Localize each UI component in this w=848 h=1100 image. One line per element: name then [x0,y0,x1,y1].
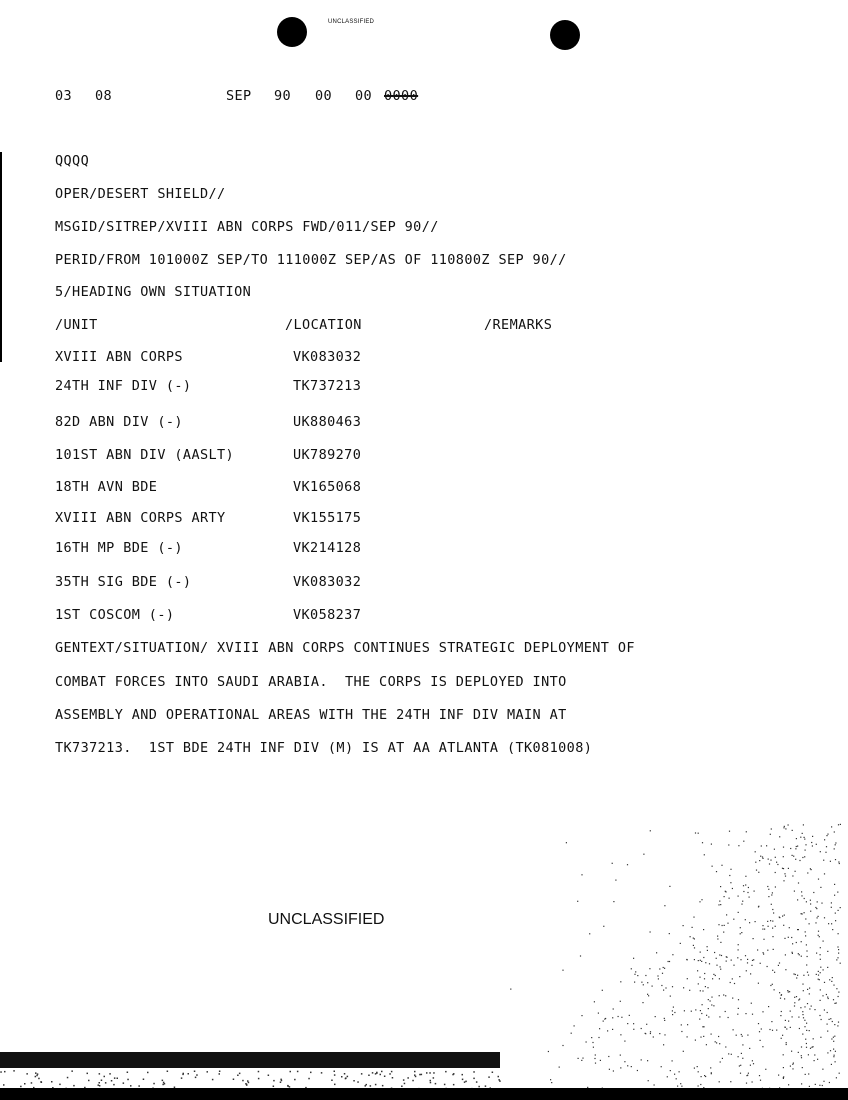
header-struck-field: 0000 [384,88,419,104]
left-margin-rule [0,152,2,362]
gentext-line: GENTEXT/SITUATION/ XVIII ABN CORPS CONTINUES STRATEGIC DEPLOYMENT OF [55,640,635,656]
top-classification-marking: UNCLASSIFIED [328,19,375,25]
table-header-unit: /UNIT [55,317,98,333]
heading-line: 5/HEADING OWN SITUATION [55,284,252,300]
footer-classification-marking: UNCLASSIFIED [268,911,385,928]
header-field-2: 00 [355,88,373,104]
table-header-remarks: /REMARKS [484,317,553,333]
header-year: 90 [274,88,292,104]
header-hour: 08 [95,88,113,104]
row-location: VK083032 [293,349,362,365]
qqqq-line: QQQQ [55,153,90,169]
row-unit: XVIII ABN CORPS [55,349,183,365]
row-unit: 35TH SIG BDE (-) [55,574,192,590]
row-unit: 16TH MP BDE (-) [55,540,183,556]
gentext-line: TK737213. 1ST BDE 24TH INF DIV (M) IS AT AA ATLANTA (TK081008) [55,740,593,756]
row-location: VK155175 [293,510,362,526]
row-location: VK058237 [293,607,362,623]
punch-hole-right [550,20,580,50]
gentext-line: COMBAT FORCES INTO SAUDI ARABIA. THE CORPS IS DEPLOYED INTO [55,674,567,690]
row-location: VK214128 [293,540,362,556]
gentext-line: ASSEMBLY AND OPERATIONAL AREAS WITH THE 24TH INF DIV MAIN AT [55,707,567,723]
row-location: TK737213 [293,378,362,394]
header-day: 03 [55,88,73,104]
scan-bottom-edge [0,1088,848,1100]
row-location: UK789270 [293,447,362,463]
row-location: VK083032 [293,574,362,590]
row-unit: 18TH AVN BDE [55,479,158,495]
msgid-line: MSGID/SITREP/XVIII ABN CORPS FWD/011/SEP 90// [55,219,439,235]
row-unit: 24TH INF DIV (-) [55,378,192,394]
row-location: UK880463 [293,414,362,430]
row-location: VK165068 [293,479,362,495]
header-field-1: 00 [315,88,333,104]
row-unit: 101ST ABN DIV (AASLT) [55,447,235,463]
perid-line: PERID/FROM 101000Z SEP/TO 111000Z SEP/AS OF 110800Z SEP 90// [55,252,567,268]
header-month: SEP [226,88,252,104]
row-unit: 1ST COSCOM (-) [55,607,175,623]
oper-line: OPER/DESERT SHIELD// [55,186,226,202]
punch-hole-left [277,17,307,47]
row-unit: XVIII ABN CORPS ARTY [55,510,226,526]
row-unit: 82D ABN DIV (-) [55,414,183,430]
scan-artifact-bar [0,1052,500,1068]
table-header-location: /LOCATION [285,317,362,333]
